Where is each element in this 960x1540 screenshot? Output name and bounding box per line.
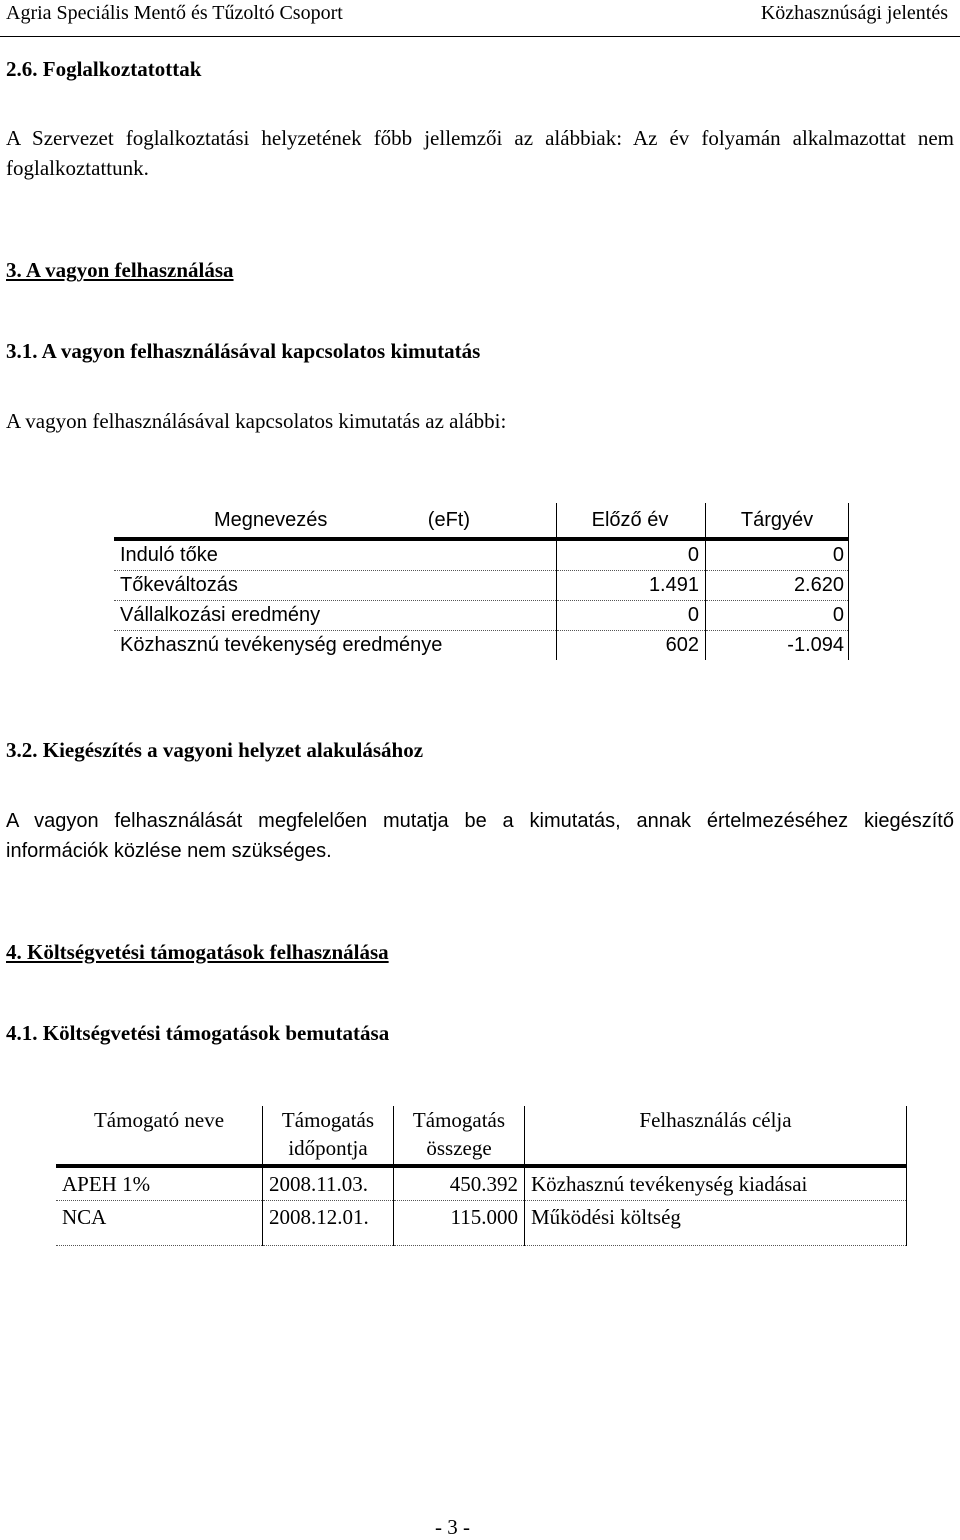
row-previous-value: 0 [557, 601, 706, 631]
header-previous-year: Előző év [557, 503, 706, 539]
asset-usage-table [114, 503, 849, 660]
header-support-date [263, 1106, 394, 1166]
section-3-title: 3. A vagyon felhasználása [6, 258, 234, 282]
row-name: Közhasznú tevékenység eredménye [120, 634, 443, 656]
row-current-value: 0 [706, 601, 849, 631]
row-name: Tőkeváltozás [114, 571, 557, 601]
row-previous-value: 602 [557, 631, 706, 661]
section-2-6-text: A Szervezet foglalkoztatási helyzetének főbb jellemzői az alábbiak: Az év folyamán alkalmazottat nem foglalkoztattunk. [6, 126, 954, 180]
row-amount: 450.392 [394, 1166, 525, 1201]
header-rule [0, 36, 960, 37]
header-support-amount-line1: Támogatás [412, 1108, 506, 1132]
table-row [56, 1201, 907, 1246]
section-2-6-title: 2.6. Foglalkoztatottak [6, 57, 202, 81]
row-purpose: Közhasznú tevékenység kiadásai [525, 1166, 907, 1201]
section-4-title: 4. Költségvetési támogatások felhasználása [6, 940, 389, 964]
row-name: Vállalkozási eredmény [114, 601, 557, 631]
header-support-amount-line2: összege [426, 1136, 492, 1160]
asset-table-header-row [114, 503, 849, 539]
header-support-date-line1: Támogatás [281, 1108, 375, 1132]
header-usage-purpose: Felhasználás célja [525, 1106, 907, 1166]
row-amount: 115.000 [394, 1201, 525, 1246]
section-3-1-title: 3.1. A vagyon felhasználásával kapcsolatos kimutatás [6, 339, 481, 363]
header-unit: (eFt) [427, 508, 470, 531]
section-4-1-title: 4.1. Költségvetési támogatások bemutatása [6, 1021, 390, 1045]
header-report-type: Közhasznúsági jelentés [760, 2, 948, 24]
row-current-value: 0 [706, 539, 849, 571]
row-supporter: APEH 1% [56, 1166, 263, 1201]
table-row [56, 1166, 907, 1201]
row-current-value: -1.094 [706, 631, 849, 661]
table-row [114, 539, 849, 571]
support-table-header-row [56, 1106, 907, 1166]
row-date: 2008.11.03. [263, 1166, 394, 1201]
row-previous-value: 1.491 [557, 571, 706, 601]
row-supporter: NCA [56, 1201, 263, 1246]
asset-table-header-name [114, 503, 557, 539]
section-3-2-title: 3.2. Kiegészítés a vagyoni helyzet alakulásához [6, 738, 424, 762]
section-3-1-text: A vagyon felhasználásával kapcsolatos kimutatás az alábbi: [6, 409, 507, 433]
table-row [114, 631, 849, 661]
row-purpose: Működési költség [525, 1201, 907, 1246]
section-3-2-text: A vagyon felhasználását megfelelően mutatja be a kimutatás, annak értelmezéséhez kiegészítő információk közlése nem szükséges. [6, 810, 954, 862]
header-megnevezes: Megnevezés [214, 508, 328, 531]
row-current-value: 2.620 [706, 571, 849, 601]
header-current-year: Tárgyév [706, 503, 849, 539]
table-row [114, 601, 849, 631]
header-support-date-line2: időpontja [288, 1136, 368, 1160]
row-name: Induló tőke [114, 539, 557, 571]
table-row [114, 571, 849, 601]
header-supporter-name: Támogató neve [56, 1106, 263, 1166]
row-previous-value: 0 [557, 539, 706, 571]
row-date: 2008.12.01. [263, 1201, 394, 1246]
header-organization: Agria Speciális Mentő és Tűzoltó Csoport [6, 2, 343, 24]
page-number: - 3 - [435, 1515, 470, 1539]
header-support-amount [394, 1106, 525, 1166]
budget-support-table [56, 1106, 907, 1246]
